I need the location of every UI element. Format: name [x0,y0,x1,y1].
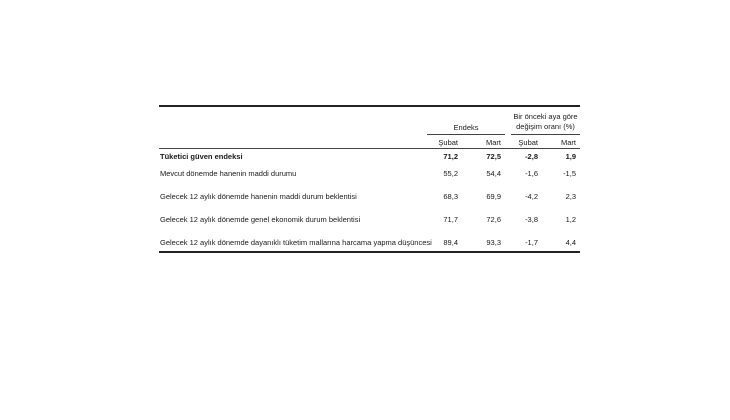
cell-mart: 72,5 [486,152,501,161]
row-label: Gelecek 12 aylık dönemde hanenin maddi durum beklentisi [160,192,357,201]
row-label: Gelecek 12 aylık dönemde dayanıklı tüketim mallarına harcama yapma düşüncesi [160,238,432,247]
cell-change-mart: 2,3 [565,192,576,201]
row-label: Mevcut dönemde hanenin maddi durumu [160,169,297,178]
confidence-table [159,105,580,253]
change-header [511,112,580,132]
cell-mart: 93,3 [486,238,501,247]
table-group-header [159,107,580,135]
cell-subat: 71,2 [443,152,458,161]
col-subat-change: Şubat [518,138,538,147]
endeks-header: Endeks [453,123,479,132]
table-row [159,235,580,251]
cell-subat: 68,3 [443,192,458,201]
col-mart-change: Mart [561,138,576,147]
row-label: Gelecek 12 aylık dönemde genel ekonomik durum beklentisi [160,215,361,224]
change-header-line2: değişim oranı (%) [516,122,575,131]
cell-mart: 72,6 [486,215,501,224]
cell-change-subat: -1,7 [525,238,538,247]
table-row [159,149,580,166]
row-label: Tüketici güven endeksi [160,152,243,161]
table-bottom-rule [159,251,580,253]
cell-change-mart: -1,5 [563,169,576,178]
cell-change-subat: -2,8 [525,152,538,161]
table-row [159,166,580,189]
cell-change-mart: 1,2 [565,215,576,224]
change-header-line1: Bir önceki aya göre [513,112,578,121]
cell-change-mart: 4,4 [565,238,576,247]
cell-subat: 55,2 [443,169,458,178]
cell-mart: 54,4 [486,169,501,178]
table-column-header [159,135,580,149]
cell-subat: 89,4 [443,238,458,247]
table-row [159,189,580,212]
cell-change-mart: 1,9 [565,152,576,161]
cell-change-subat: -1,6 [525,169,538,178]
col-mart-endeks: Mart [486,138,501,147]
cell-subat: 71,7 [443,215,458,224]
cell-mart: 69,9 [486,192,501,201]
cell-change-subat: -4,2 [525,192,538,201]
table-row [159,212,580,235]
col-subat-endeks: Şubat [438,138,458,147]
cell-change-subat: -3,8 [525,215,538,224]
